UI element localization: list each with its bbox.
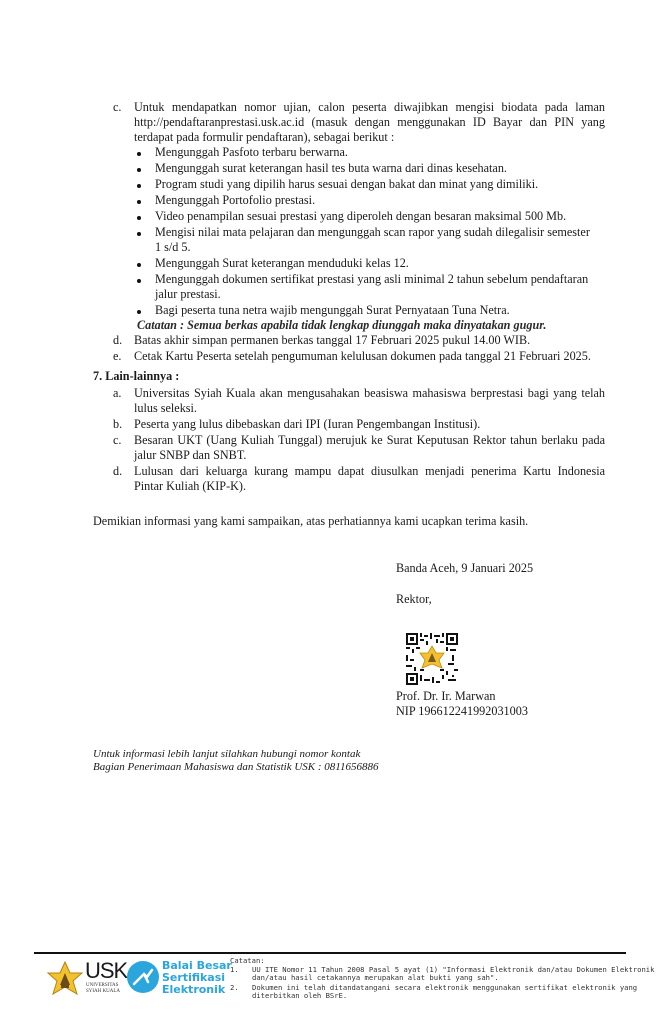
bullet-icon (137, 263, 141, 267)
bullet-icon (137, 184, 141, 188)
signatory-nip: NIP 196612241992031003 (396, 704, 528, 718)
footer-notes-title: Catatan: (230, 956, 265, 965)
section-c-text-line: http://pendaftaranprestasi.usk.ac.id (masuk dengan menggunakan ID Bayar dan PIN yang (134, 115, 605, 129)
signatory-name: Prof. Dr. Ir. Marwan (396, 689, 496, 703)
item-d-text: Lulusan dari keluarga kurang mampu dapat diusulkan menjadi penerima Kartu Indonesia (134, 464, 605, 478)
item-d-marker: d. (113, 464, 123, 478)
item-a-marker: a. (113, 386, 122, 400)
item-a-text: lulus seleksi. (134, 401, 197, 415)
usk-logo-text: USK (85, 958, 128, 983)
footer-note-text: diterbitkan oleh BSrE. (252, 991, 348, 1000)
bullet-icon (137, 232, 141, 236)
signatory-title: Rektor, (396, 592, 432, 606)
item-c-text: jalur SNBP dan SNBT. (134, 448, 247, 462)
item-c-marker: c. (113, 433, 122, 447)
section-c-text-line: terdapat pada formulir pendaftaran), sebagai berikut : (134, 130, 395, 144)
closing-text: Demikian informasi yang kami sampaikan, atas perhatiannya kami ucapkan terima kasih. (93, 514, 529, 528)
bsre-logo-icon (126, 960, 160, 994)
list-item: Mengunggah surat keterangan hasil tes buta warna dari dinas kesehatan. (155, 161, 507, 175)
footer-note-text: dan/atau hasil cetakannya merupakan alat bukti yang sah". (252, 973, 499, 982)
bsre-logo-text (162, 960, 232, 996)
bullet-icon (137, 216, 141, 220)
bsre-text-line: Elektronik (162, 983, 226, 996)
list-item: Mengunggah Pasfoto terbaru berwarna. (155, 145, 348, 159)
bsre-text-line: Balai Besar (162, 959, 232, 972)
bullet-icon (137, 168, 141, 172)
warning-note: Catatan : Semua berkas apabila tidak lengkap diunggah maka dinyatakan gugur. (137, 318, 547, 332)
list-item: Bagi peserta tuna netra wajib mengunggah Surat Pernyataan Tuna Netra. (155, 303, 510, 317)
list-item: Program studi yang dipilih harus sesuai dengan bakat dan minat yang dimiliki. (155, 177, 539, 191)
footer-note-number: 2. (230, 983, 239, 992)
list-item: Mengisi nilai mata pelajaran dan mengunggah scan rapor yang sudah dilegalisir semester (155, 225, 590, 239)
bsre-text-line: Sertifikasi (162, 971, 226, 984)
list-item: Mengunggah dokumen sertifikat prestasi yang asli minimal 2 tahun sebelum pendaftaran (155, 272, 589, 286)
contact-line-1: Untuk informasi lebih lanjut silahkan hubungi nomor kontak (93, 748, 361, 760)
footer-note-number: 1. (230, 965, 239, 974)
usk-logo-subtitle (86, 983, 120, 995)
footer-note-text: UU ITE Nomor 11 Tahun 2008 Pasal 5 ayat (1) "Informasi Elektronik dan/atau Dokumen Elektronik (252, 965, 655, 974)
list-item: Mengunggah Portofolio prestasi. (155, 193, 316, 207)
section-7-heading: 7. Lain-lainnya : (93, 369, 180, 383)
bullet-icon (137, 310, 141, 314)
bullet-icon (137, 279, 141, 283)
list-item-continuation: 1 s/d 5. (155, 240, 191, 254)
usk-subtitle-line: UNIVERSITAS (86, 983, 119, 988)
section-d-marker: d. (113, 333, 123, 347)
contact-line-2: Bagian Penerimaan Mahasiswa dan Statistik USK : 0811656886 (93, 761, 379, 773)
section-c-text-line: Untuk mendapatkan nomor ujian, calon peserta diwajibkan mengisi biodata pada laman (134, 100, 605, 114)
item-b-text: Peserta yang lulus dibebaskan dari IPI (Iuran Pengembangan Institusi). (134, 417, 481, 431)
item-d-text: Pintar Kuliah (KIP-K). (134, 479, 247, 493)
list-item-continuation: jalur prestasi. (155, 287, 221, 301)
section-c-marker: c. (113, 100, 122, 114)
list-item: Mengunggah Surat keterangan menduduki kelas 12. (155, 256, 409, 270)
footer-divider (34, 952, 626, 954)
bullet-icon (137, 200, 141, 204)
place-date: Banda Aceh, 9 Januari 2025 (396, 561, 534, 575)
qr-code-icon (406, 633, 458, 685)
section-e-marker: e. (113, 349, 122, 363)
usk-emblem-icon (46, 960, 84, 998)
print-card-text: Cetak Kartu Peserta setelah pengumuman kelulusan dokumen pada tanggal 21 Februari 2025. (134, 349, 591, 363)
item-a-text: Universitas Syiah Kuala akan mengusahakan beasiswa mahasiswa berprestasi bagi yang telah (134, 386, 605, 400)
deadline-text: Batas akhir simpan permanen berkas tanggal 17 Februari 2025 pukul 14.00 WIB. (134, 333, 531, 347)
footer-note-text: Dokumen ini telah ditandatangani secara elektronik menggunakan sertifikat elektronik yang (252, 983, 638, 992)
usk-subtitle-line: SYIAH KUALA (86, 989, 121, 994)
item-b-marker: b. (113, 417, 123, 431)
list-item: Video penampilan sesuai prestasi yang diperoleh dengan besaran maksimal 500 Mb. (155, 209, 567, 223)
item-c-text: Besaran UKT (Uang Kuliah Tunggal) merujuk ke Surat Keputusan Rektor tahun berlaku pada (134, 433, 605, 447)
bullet-icon (137, 152, 141, 156)
